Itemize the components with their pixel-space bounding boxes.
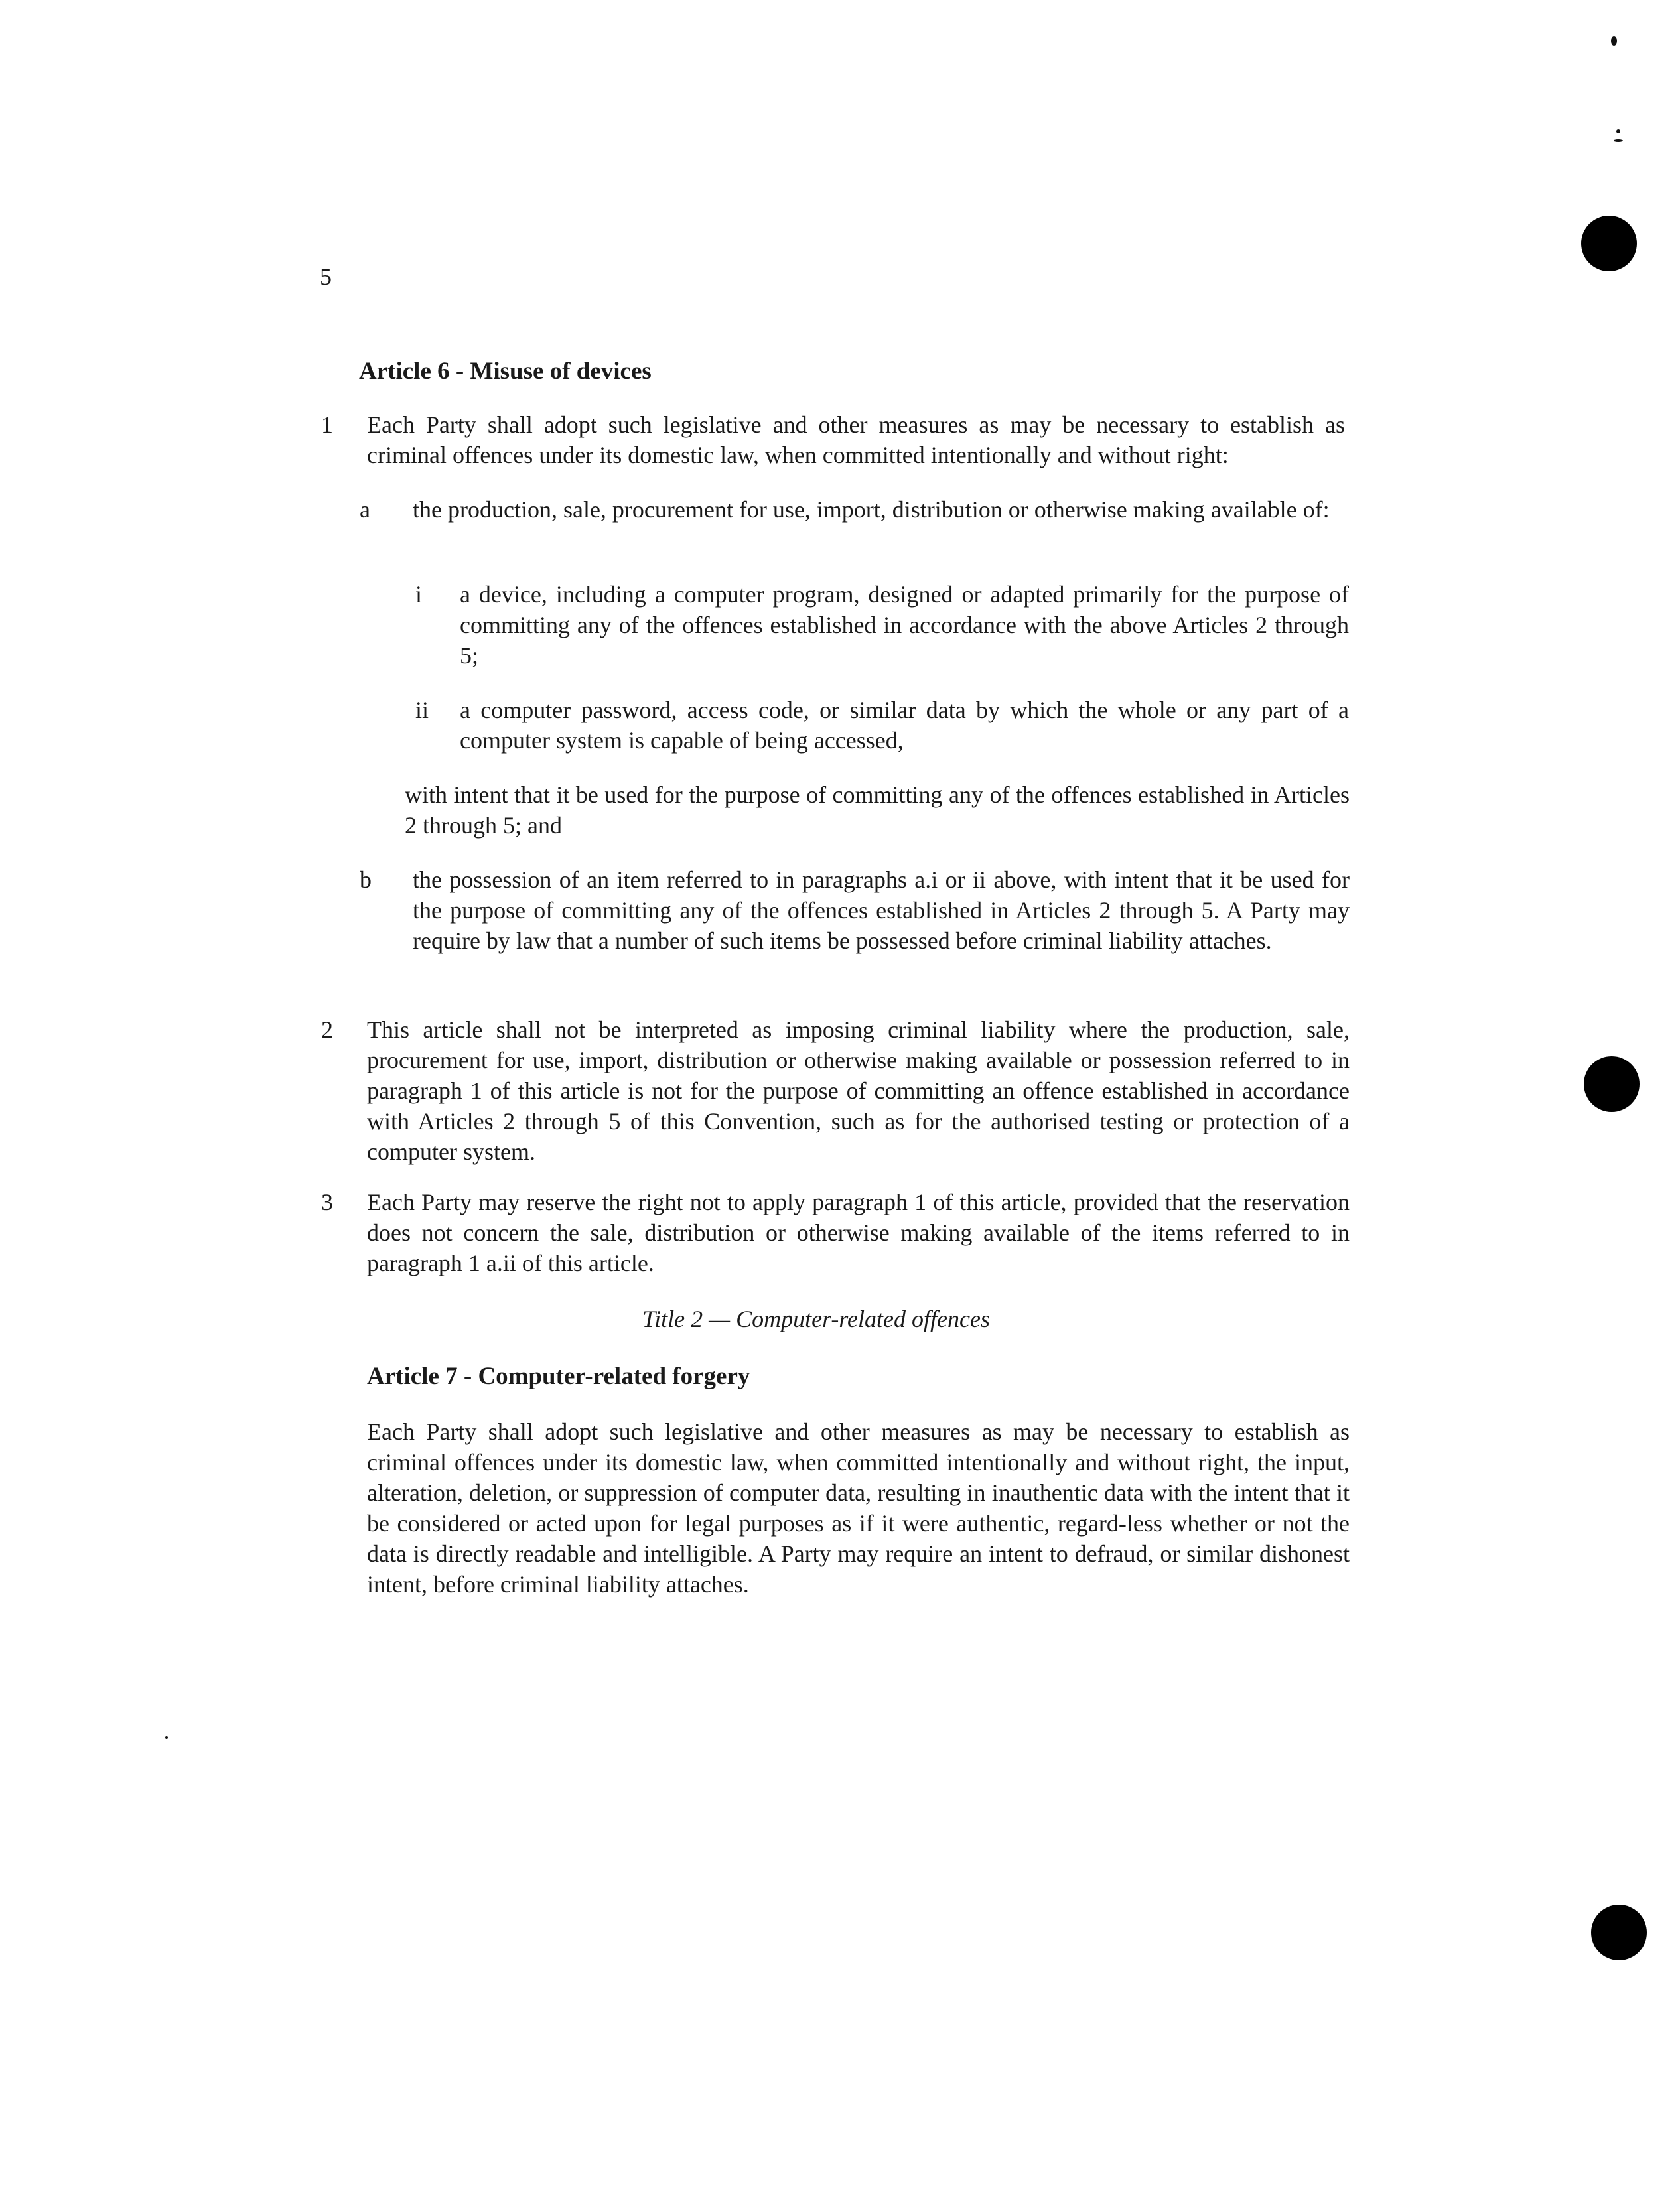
paragraph-a: the production, sale, procurement for use, import, distribution or otherwise making available of: xyxy=(413,496,1330,523)
subparagraph-i: a device, including a computer program, designed or adapted primarily for the purpose of committing any of the offences established in accordance with the above Articles 2 through 5; xyxy=(460,581,1349,669)
title-2-heading: Title 2 — Computer-related offences xyxy=(642,1306,990,1332)
paragraph-2-number: 2 xyxy=(321,1016,333,1043)
subparagraph-ii: a computer password, access code, or similar data by which the whole or any part of a computer system is capable of being accessed, xyxy=(460,697,1349,754)
article-7-paragraph: Each Party shall adopt such legislative and other measures as may be necessary to establish as criminal offences under its domestic law, when committed intentionally and without right, the input, alteration, deletion, or suppression of computer data, resulting in inauthentic data with the intent that it be considered or acted upon for legal purposes as if it were authentic, regard-less whether or not the data is directly readable and intelligible. A Party may require an intent to defraud, or similar dishonest intent, before criminal liability attaches. xyxy=(367,1418,1350,1598)
paragraph-b: the possession of an item referred to in paragraphs a.i or ii above, with intent that it be used for the purpose of committing any of the offences established in Articles 2 through 5. A Party may require by law that a number of such items be possessed before criminal liability attaches. xyxy=(413,866,1350,954)
punch-hole-top xyxy=(1581,216,1637,271)
subparagraph-ii-number: ii xyxy=(415,697,429,723)
intent-clause: with intent that it be used for the purpose of committing any of the offences established in Articles 2 through 5; and xyxy=(405,782,1350,839)
page-number: 5 xyxy=(320,263,332,290)
paragraph-2: This article shall not be interpreted as imposing criminal liability where the production, sale, procurement for use, import, distribution or otherwise making available or possession referred to in paragraph 1 of this article is not for the purpose of committing an offence established in accordance with Articles 2 through 5 of this Convention, such as for the authorised testing or protection of a computer system. xyxy=(367,1016,1350,1165)
article-7-heading: Article 7 - Computer-related forgery xyxy=(367,1363,750,1390)
punch-hole-bottom xyxy=(1591,1905,1647,1960)
paragraph-a-letter: a xyxy=(360,496,370,523)
scan-speck xyxy=(165,1736,168,1739)
paragraph-1-number: 1 xyxy=(321,411,333,438)
article-6-heading: Article 6 - Misuse of devices xyxy=(359,358,652,385)
subparagraph-i-number: i xyxy=(415,581,423,608)
paragraph-3: Each Party may reserve the right not to apply paragraph 1 of this article, provided that the reservation does not concern the sale, distribution or otherwise making available of the items referred to in paragraph 1 a.ii of this article. xyxy=(367,1189,1350,1276)
punch-hole-middle xyxy=(1584,1056,1640,1112)
paragraph-1: Each Party shall adopt such legislative and other measures as may be necessary to establish as criminal offences under its domestic law, when committed intentionally and without right: xyxy=(367,411,1345,468)
scan-speck xyxy=(1616,129,1620,133)
paragraph-3-number: 3 xyxy=(321,1189,333,1215)
scan-speck xyxy=(1611,36,1617,46)
scan-speck xyxy=(1614,139,1623,142)
paragraph-b-letter: b xyxy=(360,866,372,893)
